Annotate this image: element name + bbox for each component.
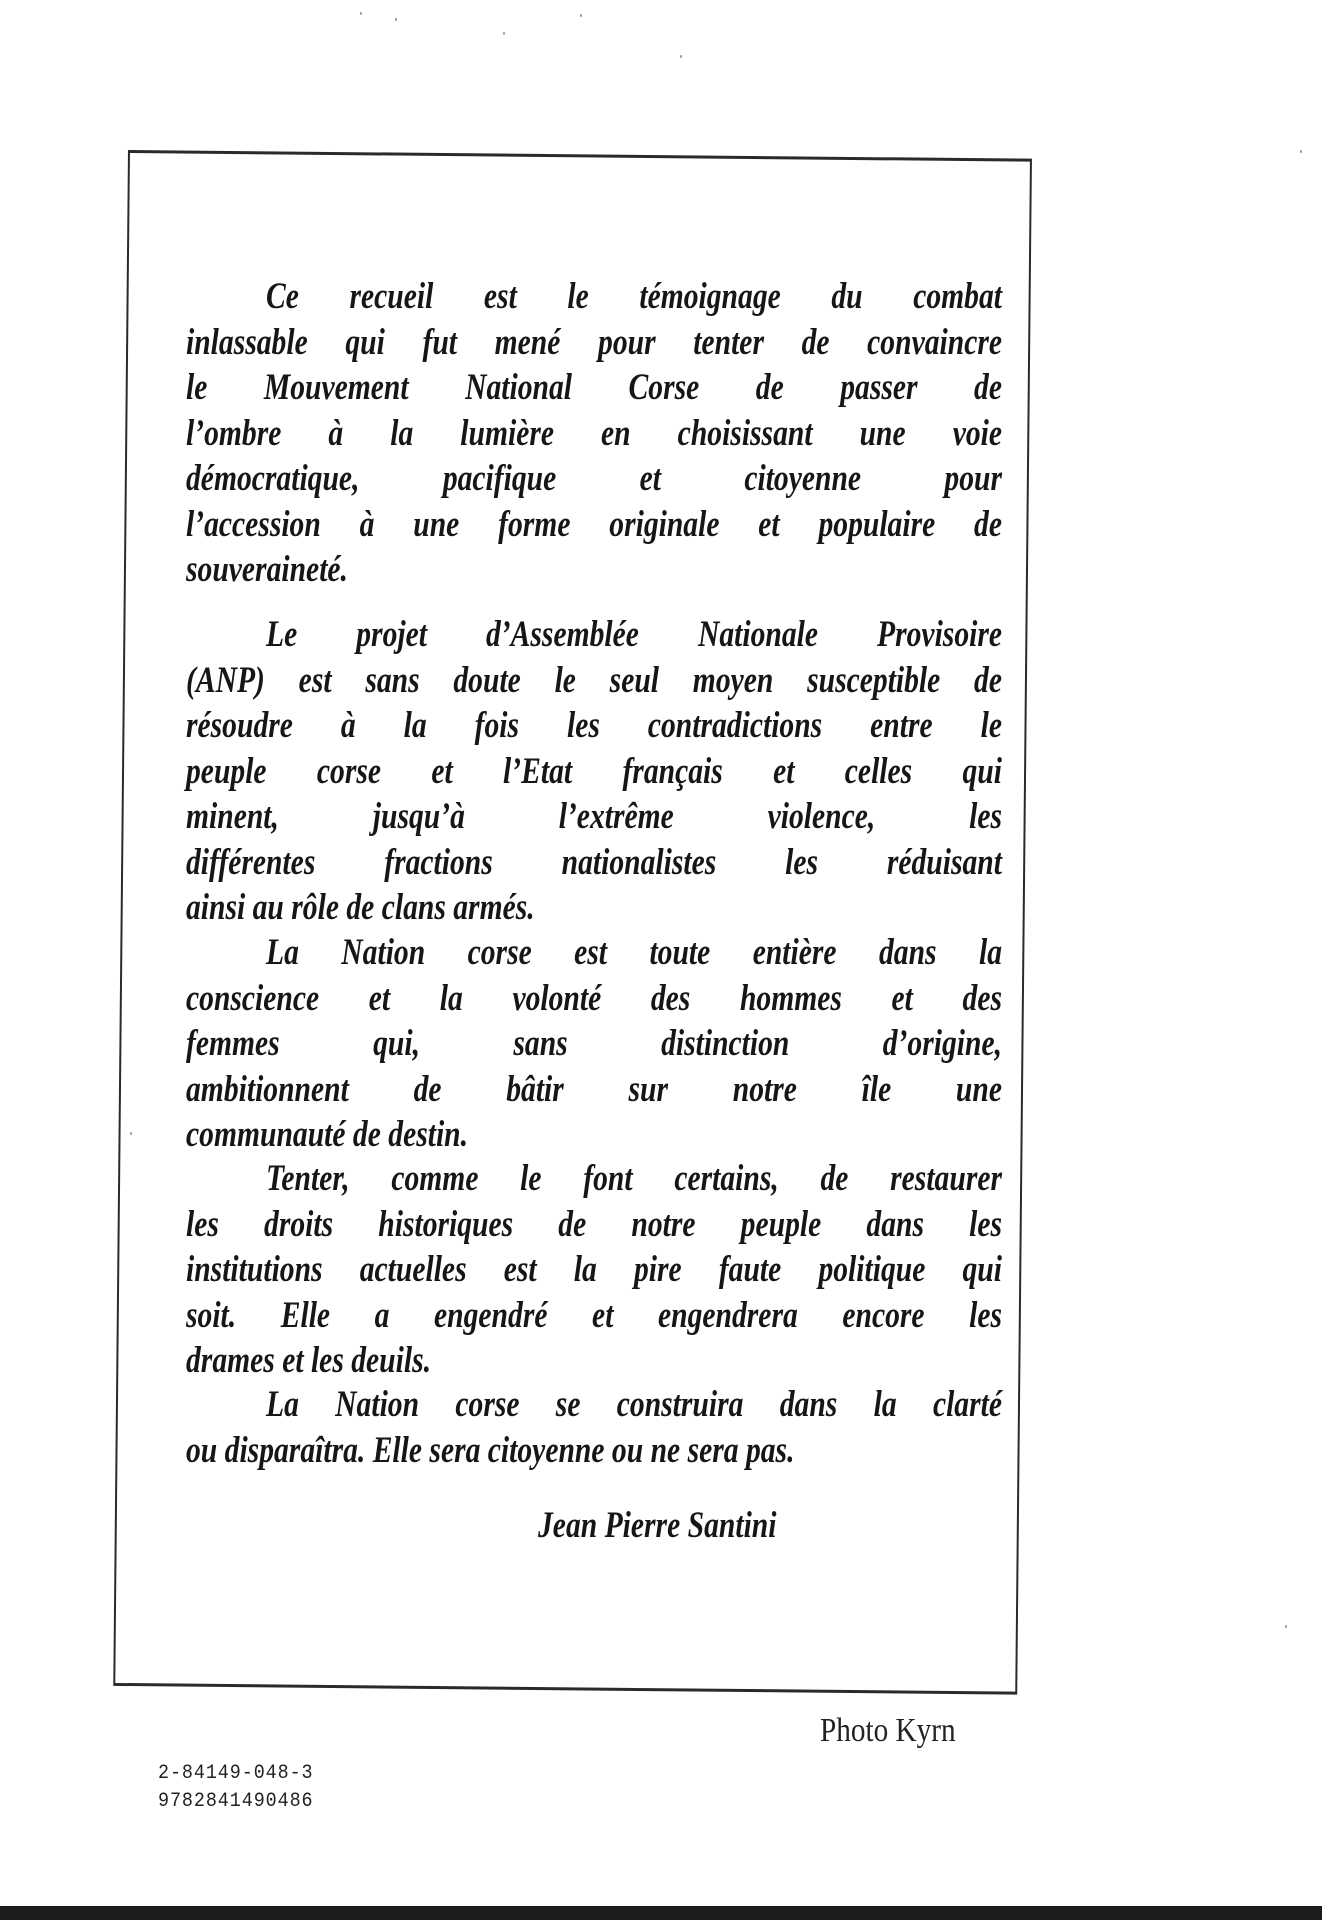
scan-speck bbox=[130, 1132, 132, 1135]
text-line: communauté de destin. bbox=[186, 1114, 469, 1155]
scan-speck bbox=[503, 32, 505, 35]
text-line: drames et les deuils. bbox=[186, 1340, 432, 1381]
text-line: le Mouvement National Corse de passer de bbox=[186, 367, 1002, 408]
text-line: ambitionnent de bâtir sur notre île une bbox=[186, 1068, 1002, 1110]
paragraph-3 bbox=[186, 930, 1002, 1158]
text-line: peuple corse et l’Etat français et celles qui bbox=[186, 750, 1002, 792]
text-line: les droits historiques de notre peuple dans les bbox=[186, 1203, 1002, 1245]
scan-speck bbox=[395, 18, 397, 21]
text-line: souveraineté. bbox=[186, 549, 348, 590]
ean-number: 9782841490486 bbox=[158, 1790, 314, 1813]
isbn-number: 2-84149-048-3 bbox=[158, 1762, 314, 1785]
scan-speck bbox=[1300, 150, 1302, 153]
text-line: Ce recueil est le témoignage du combat bbox=[266, 276, 1002, 317]
paragraph-2 bbox=[186, 612, 1002, 931]
text-line: conscience et la volonté des hommes et des bbox=[186, 977, 1002, 1019]
paragraph-5 bbox=[186, 1382, 1002, 1473]
scan-speck bbox=[580, 14, 582, 17]
scan-speck bbox=[680, 55, 682, 58]
text-line: Le projet d’Assemblée Nationale Provisoire bbox=[266, 614, 1002, 655]
scan-speck bbox=[360, 12, 362, 15]
text-line: ainsi au rôle de clans armés. bbox=[186, 887, 535, 928]
scan-speck bbox=[1285, 1625, 1287, 1628]
text-line: institutions actuelles est la pire faute politique qui bbox=[186, 1249, 1002, 1290]
text-line: l’accession à une forme originale et populaire de bbox=[186, 503, 1002, 545]
author-signature: Jean Pierre Santini bbox=[538, 1505, 777, 1546]
text-line: minent, jusqu’à l’extrême violence, les bbox=[186, 796, 1002, 837]
paragraph-1 bbox=[186, 274, 1002, 593]
text-line: La Nation corse est toute entière dans la bbox=[266, 932, 1002, 973]
text-line: soit. Elle a engendré et engendrera encore les bbox=[186, 1294, 1002, 1336]
text-line: La Nation corse se construira dans la clarté bbox=[266, 1384, 1002, 1425]
scan-bottom-edge bbox=[0, 1906, 1322, 1920]
text-line: Tenter, comme le font certains, de restaurer bbox=[266, 1158, 1002, 1199]
text-line: inlassable qui fut mené pour tenter de convaincre bbox=[186, 321, 1002, 363]
paragraph-4 bbox=[186, 1156, 1002, 1384]
text-line: l’ombre à la lumière en choisissant une voie bbox=[186, 412, 1002, 454]
text-line: démocratique, pacifique et citoyenne pour bbox=[186, 458, 1002, 499]
text-line: femmes qui, sans distinction d’origine, bbox=[186, 1023, 1002, 1064]
text-line: différentes fractions nationalistes les réduisant bbox=[186, 841, 1002, 883]
photo-credit: Photo Kyrn bbox=[820, 1712, 956, 1749]
text-line: résoudre à la fois les contradictions entre le bbox=[186, 705, 1002, 746]
text-line: (ANP) est sans doute le seul moyen susceptible de bbox=[186, 659, 1002, 701]
text-line: ou disparaîtra. Elle sera citoyenne ou ne sera pas. bbox=[186, 1429, 795, 1471]
